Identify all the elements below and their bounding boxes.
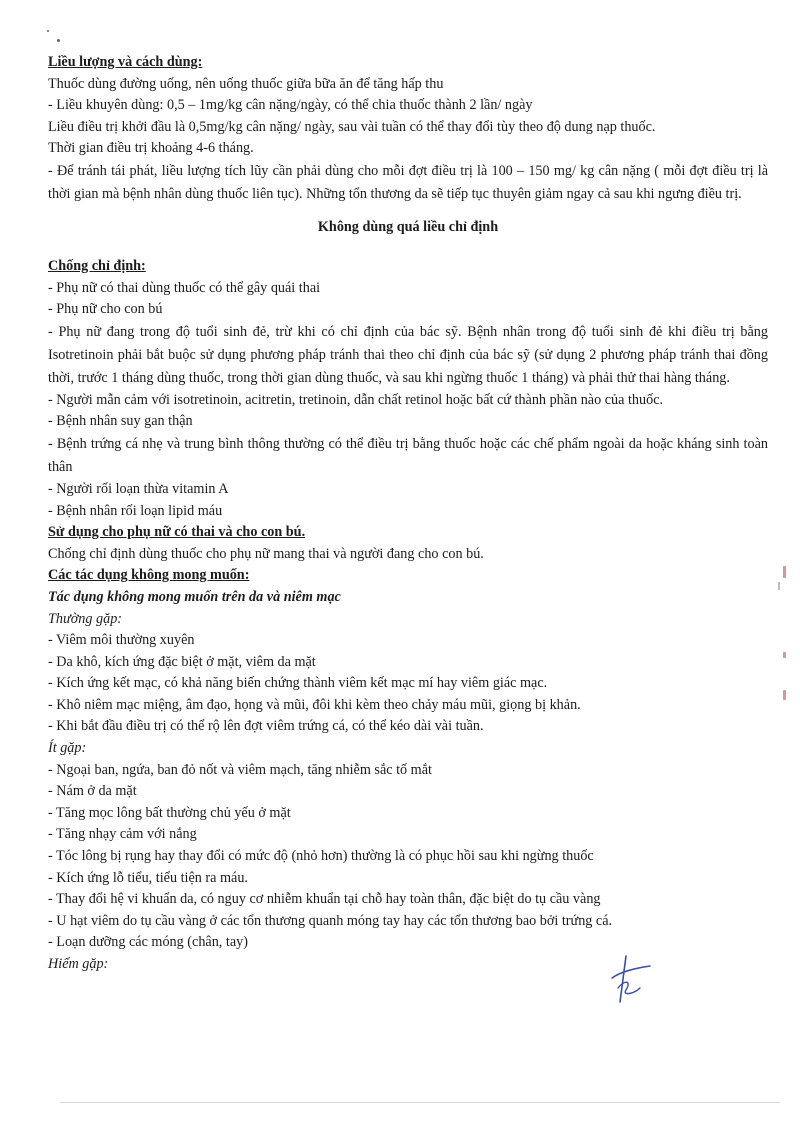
side-effects-heading: Các tác dụng không mong muốn: [48,567,250,584]
dosage-line: - Liều khuyên dùng: 0,5 – 1mg/kg cân nặng/ngày, có thể chia thuốc thành 2 lần/ ngày [48,97,533,114]
contraindication-item: - Phụ nữ có thai dùng thuốc có thể gây quái thai [48,279,321,296]
dosage-paragraph: - Để tránh tái phát, liều lượng tích lũy cần phải dùng cho mỗi đợt điều trị là 100 – 150 mg/ kg cân nặng ( mỗi đợt điều trị là thời gian mà bệnh nhân dùng thuốc liên tục). Những tổn thương da sẽ tiếp tục thuyên giảm ngay cả sau khi ngưng điều trị. [48,162,768,202]
uncommon-effect-item: - Tăng mọc lông bất thường chủ yếu ở mặt [48,804,291,821]
uncommon-effect-item: - Tăng nhạy cảm với nắng [48,826,197,843]
dosage-line: Thuốc dùng đường uống, nên uống thuốc giữa bữa ăn để tăng hấp thu [48,75,444,92]
scan-speck [47,30,49,32]
document-body [48,52,768,976]
contraindication-item: - Bệnh nhân rối loạn lipid máu [48,502,223,519]
uncommon-effect-item: - Kích ứng lỗ tiểu, tiểu tiện ra máu. [48,869,248,886]
uncommon-effect-item: - Tóc lông bị rụng hay thay đổi có mức độ (nhỏ hơn) thường là có phục hồi sau khi ngừng thuốc [48,848,594,865]
contraindication-item: - Bệnh trứng cá nhẹ và trung bình thông thường có thể điều trị bằng thuốc hoặc các chế phẩm ngoài da hoặc kháng sinh toàn thân [48,435,768,475]
dosage-heading: Liều lượng và cách dùng: [48,54,203,70]
uncommon-effect-item: - Thay đổi hệ vi khuẩn da, có nguy cơ nhiễm khuẩn tại chỗ hay toàn thân, đặc biệt do tụ cầu vàng [48,891,601,908]
common-effect-item: - Khi bắt đầu điều trị có thể rộ lên đợt viêm trứng cá, có thể kéo dài vài tuần. [48,718,484,735]
scan-edge-mark [778,582,780,590]
uncommon-effect-item: - Loạn dưỡng các móng (chân, tay) [48,934,248,951]
contraindications-section [48,256,768,522]
side-effects-section [48,565,768,975]
contraindication-item: - Người rối loạn thừa vitamin A [48,480,229,497]
dosage-line: Liều điều trị khởi đầu là 0,5mg/kg cân nặng/ ngày, sau vài tuần có thể thay đổi tùy theo độ dung nạp thuốc. [48,118,656,135]
scan-edge-mark [783,652,786,658]
pregnancy-section [48,522,768,565]
common-effect-item: - Khô niêm mạc miệng, âm đạo, họng và mũi, đôi khi kèm theo chảy máu mũi, giọng bị khản. [48,696,581,713]
uncommon-label: Ít gặp: [48,740,87,757]
dosage-line: Thời gian điều trị khoảng 4-6 tháng. [48,140,254,157]
signature-icon [596,950,656,1010]
pregnancy-heading: Sử dụng cho phụ nữ có thai và cho con bú. [48,524,306,541]
uncommon-effect-item: - Nám ở da mặt [48,783,137,800]
signature-stroke [620,956,626,1002]
signature-stroke [612,966,650,978]
rare-label: Hiếm gặp: [48,956,109,972]
dosage-section [48,52,768,238]
contraindication-item: - Phụ nữ cho con bú [48,301,163,318]
scan-edge-mark [783,566,786,578]
contraindications-heading: Chống chỉ định: [48,257,146,274]
contraindication-item: - Bệnh nhân suy gan thận [48,413,193,430]
common-label: Thường gặp: [48,610,123,627]
overdose-warning: Không dùng quá liều chỉ định [317,218,499,235]
scan-edge-mark [783,690,786,700]
side-effects-subheading: Tác dụng không mong muốn trên da và niêm mạc [48,588,341,605]
contraindication-item: - Người mẫn cảm với isotretinoin, acitretin, tretinoin, dẫn chất retinol hoặc bất cứ thành phần nào của thuốc. [48,391,664,408]
uncommon-effect-item: - U hạt viêm do tụ cầu vàng ở các tổn thương quanh móng tay hay các tổn thương bao bởi trứng cá. [48,912,613,929]
common-effect-item: - Kích ứng kết mạc, có khả năng biến chứng thành viêm kết mạc mí hay viêm giác mạc. [48,675,548,692]
common-effect-item: - Da khô, kích ứng đặc biệt ở mặt, viêm da mặt [48,653,316,670]
scan-speck [57,39,60,42]
pregnancy-text: Chống chỉ định dùng thuốc cho phụ nữ mang thai và người đang cho con bú. [48,545,484,562]
uncommon-effect-item: - Ngoại ban, ngứa, ban đỏ nốt và viêm mạch, tăng nhiễm sắc tố mắt [48,761,432,778]
scan-bottom-edge [60,1102,780,1103]
contraindication-item: - Phụ nữ đang trong độ tuổi sinh đẻ, trừ khi có chỉ định của bác sỹ. Bệnh nhân trong độ tuổi sinh đẻ khi điều trị bằng Isotretinoin phải bắt buộc sử dụng phương pháp tránh thai theo chỉ định của bác sỹ (sử dụng 2 phương pháp tránh thai đồng thời, trước 1 tháng dùng thuốc, trong thời gian dùng thuốc, và sau khi ngừng thuốc 1 tháng) và phải thử thai hàng tháng. [48,323,768,386]
common-effect-item: - Viêm môi thường xuyên [48,632,195,649]
